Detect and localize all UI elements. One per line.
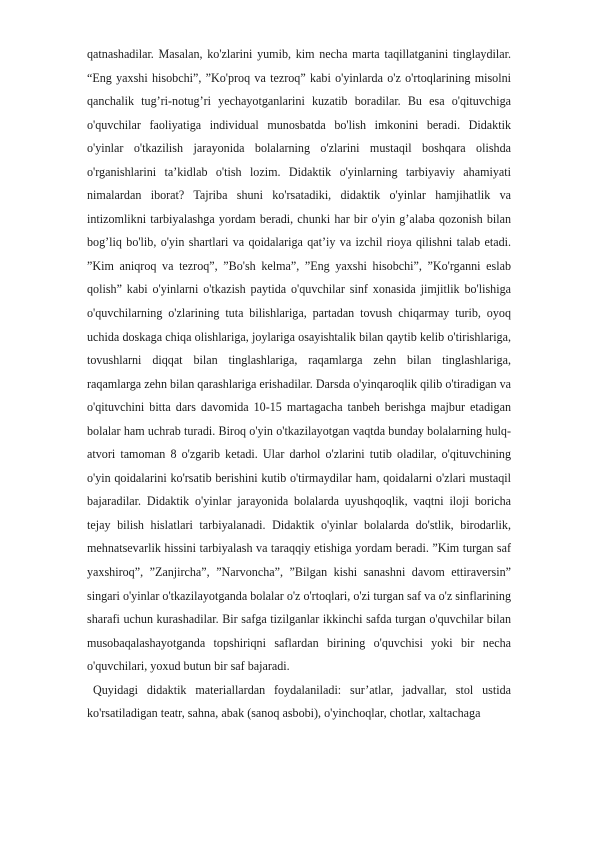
document-page (87, 43, 511, 726)
body-paragraph-2: Quyidagi didaktik materiallardan foydalaniladi: sur’atlar, jadvallar, stol ustida ko'rsatiladigan teatr, sahna, abak (sanoq asbobi), o'yinchoqlar, chotlar, xaltachaga (87, 682, 511, 721)
body-paragraph-1: qatnashadilar. Masalan, ko'zlarini yumib, kim necha marta taqillatganini tinglaydilar. “Eng yaxshi hisobchi”, ”Ko'proq va tezroq” kabi o'yinlarda o'z o'rtoqlarining misolni qanchalik tug’ri-notug’ri yechayotganlarini kuzatib boradilar. Bu esa o'qituvchiga o'quvchilar faoliyatiga individual munosbatda bo'lish imkonini beradi. Didaktik o'yinlar o'tkazilish jarayonida bolalarning o'zlarini mustaqil boshqara olishda o'rganishlarini ta’kidlab o'tish lozim. Didaktik o'yinlarning tarbiyaviy ahamiyati nimalardan iborat? Tajriba shuni ko'rsatadiki, didaktik o'yinlar hamjihatlik va intizomlikni tarbiyalashga yordam beradi, chunki har bir o'yin g’alaba qozonish bilan bog’liq bo'lib, o'yin shartlari va qoidalariga qat’iy va izchil rioya qilishni talab etadi. ”Kim aniqroq va tezroq”, ”Bo'sh kelma”, ”Eng yaxshi hisobchi”, ”Ko'rganni eslab qolish” kabi o'yinlarni o'tkazish paytida o'quvchilar sinf xonasida jimjitlik bo'lishiga o'quvchilarning o'zlarining tuta bilishlariga, partadan tovush chiqarmay turib, oyoq uchida doskaga chiqa olishlariga, joylariga osayishtalik bilan qaytib kelib o'tirishlariga, tovushlarni diqqat bilan tinglashlariga, raqamlarga zehn bilan tinglashlariga, raqamlarga zehn bilan qarashlariga erishadilar. Darsda o'yinqaroqlik qilib o'tiradigan va o'qituvchini bitta dars davomida 10-15 martagacha tanbeh berishga majbur etadigan bolalar ham uchrab turadi. Biroq o'yin o'tkazilayotgan vaqtda bunday bolalarning hulq-atvori tamoman 8 o'zgarib ketadi. Ular darhol o'zlarini tutib oladilar, o'qituvchining o'yin qoidalarini ko'rsatib berishini kutib o'tirmaydilar ham, qoidalarni o'zlari mustaqil bajaradilar. Didaktik o'yinlar jarayonida bolalarda uyushqoqlik, vaqtni iloji boricha tejay bilish hislatlari tarbiyalanadi. Didaktik o'yinlar bolalarda do'stlik, birodarlik, mehnatsevarlik hissini tarbiyalash va taraqqiy etishiga yordam beradi. ”Kim turgan saf yaxshiroq”, ”Zanjircha”, ”Narvoncha”, ”Bilgan kishi sanashni davom ettiraversin” singari o'yinlar o'tkazilayotganda bolalar o'z o'rtoqlari, o'zi turgan saf va o'z sinflarining sharafi uchun kurashadilar. Bir safga tizilganlar ikkinchi safda turgan o'quvchilar bilan musobaqalashayotganda topshiriqni saflardan birining o'quvchisi yoki bir necha o'quvchilari, yoxud butun bir saf bajaradi. (87, 47, 511, 674)
